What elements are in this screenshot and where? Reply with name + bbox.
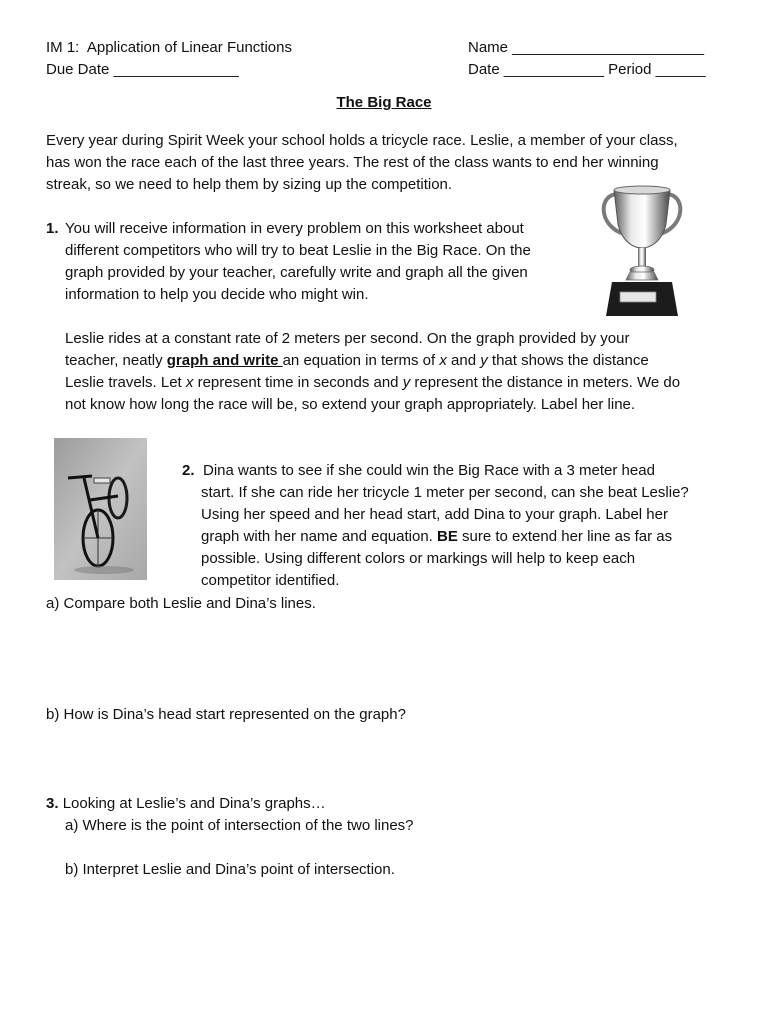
question-line: competitor identified. (201, 572, 340, 589)
question-3b: b) Interpret Leslie and Dina’s point of intersection. (65, 861, 395, 878)
question-line: Using her speed and her head start, add Dina to your graph. Label her (201, 506, 668, 523)
leslie-line: Leslie rides at a constant rate of 2 meters per second. On the graph provided by your (65, 330, 630, 347)
tricycle-image (54, 438, 147, 580)
question-number: 3. (46, 795, 59, 812)
leslie-paragraph (65, 328, 680, 416)
worksheet-title: The Big Race (336, 94, 432, 111)
question-3a: a) Where is the point of intersection of the two lines? (65, 817, 414, 834)
due-date-field: Due Date _______________ (46, 61, 239, 78)
course-title: IM 1: Application of Linear Functions (46, 39, 292, 56)
question-line: Dina wants to see if she could win the Big Race with a 3 meter head (203, 462, 655, 479)
intro-line: Every year during Spirit Week your school holds a tricycle race. Leslie, a member of your class, (46, 132, 678, 149)
question-line: start. If she can ride her tricycle 1 meter per second, can she beat Leslie? (201, 484, 689, 501)
question-line: graph provided by your teacher, carefully write and graph all the given (65, 264, 528, 281)
question-intro: Looking at Leslie’s and Dina’s graphs… (62, 795, 326, 812)
leslie-line: Leslie travels. Let x represent time in seconds and y represent the distance in meters. We do (65, 374, 681, 391)
leslie-line: not know how long the race will be, so extend your graph appropriately. Label her line. (65, 396, 636, 413)
question-3 (46, 793, 326, 815)
name-field: Name _______________________ (468, 39, 705, 56)
question-line: You will receive information in every problem on this worksheet about (65, 220, 524, 237)
question-2a: a) Compare both Leslie and Dina’s lines. (46, 595, 316, 612)
intro-paragraph (46, 130, 678, 196)
question-line: different competitors who will try to beat Leslie in the Big Race. On the (65, 242, 531, 259)
question-number: 2. (182, 462, 195, 479)
question-line: possible. Using different colors or markings will help to keep each (201, 550, 636, 567)
question-number: 1. (46, 220, 59, 237)
question-2b: b) How is Dina’s head start represented on the graph? (46, 706, 406, 723)
intro-line: has won the race each of the last three years. The rest of the class wants to end her winning (46, 154, 659, 171)
be-emphasis: BE (437, 528, 458, 545)
leslie-line: teacher, neatly graph and write an equation in terms of x and y that shows the distance (65, 352, 649, 369)
intro-line: streak, so we need to help them by sizing up the competition. (46, 176, 453, 193)
graph-and-write-emphasis: graph and write (166, 352, 283, 369)
question-line: graph with her name and equation. BE sure to extend her line as far as (201, 528, 673, 545)
question-line: information to help you decide who might win. (65, 286, 369, 303)
date-period-field: Date ____________ Period ______ (468, 61, 706, 78)
trophy-image (596, 182, 688, 320)
